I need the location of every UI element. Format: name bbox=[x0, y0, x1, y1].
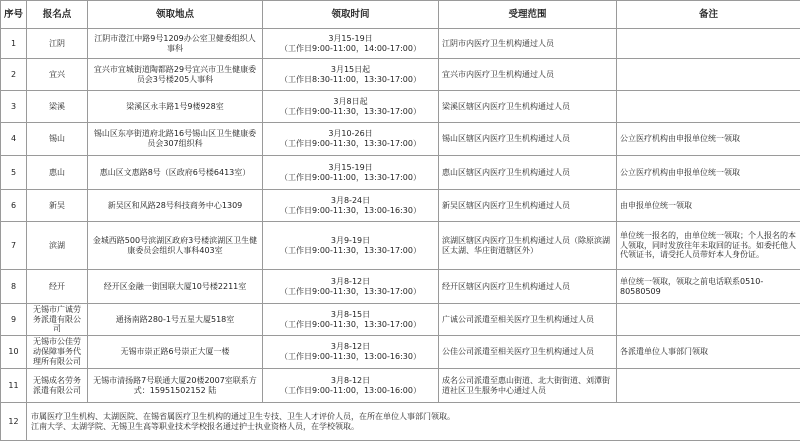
row-number: 11 bbox=[1, 369, 27, 403]
acceptance-scope: 梁溪区辖区内医疗卫生机构通过人员 bbox=[439, 91, 617, 123]
pickup-location: 金城西路500号滨湖区政府3号楼滨湖区卫生健康委员会组织人事科403室 bbox=[88, 222, 263, 270]
header-site: 报名点 bbox=[27, 1, 88, 29]
acceptance-scope: 成名公司派遣至惠山街道、北大街街道、刘潭街道社区卫生服务中心通过人员 bbox=[439, 369, 617, 403]
row-number: 2 bbox=[1, 59, 27, 91]
pickup-time bbox=[263, 190, 439, 222]
signup-site: 江阴 bbox=[27, 29, 88, 59]
acceptance-scope: 公佳公司派遣至相关医疗卫生机构通过人员 bbox=[439, 336, 617, 369]
remark bbox=[617, 369, 800, 403]
header-time: 领取时间 bbox=[263, 1, 439, 29]
acceptance-scope: 宜兴市内医疗卫生机构通过人员 bbox=[439, 59, 617, 91]
pickup-location: 锡山区东亭街道府北路16号锡山区卫生健康委员会307组织科 bbox=[88, 123, 263, 156]
remark bbox=[617, 304, 800, 336]
header-row bbox=[1, 1, 800, 29]
pickup-time bbox=[263, 222, 439, 270]
remark bbox=[617, 91, 800, 123]
pickup-time bbox=[263, 304, 439, 336]
remark: 各派遣单位人事部门领取 bbox=[617, 336, 800, 369]
table-row bbox=[1, 123, 800, 156]
row-number: 4 bbox=[1, 123, 27, 156]
footer-note-line2: 江南大学、太湖学院、无锡卫生高等职业技术学校报名通过护士执业资格人员，在学校领取。 bbox=[31, 421, 359, 431]
row-number: 9 bbox=[1, 304, 27, 336]
row-number: 3 bbox=[1, 91, 27, 123]
row-number: 7 bbox=[1, 222, 27, 270]
remark: 公立医疗机构由申报单位统一领取 bbox=[617, 123, 800, 156]
pickup-date-range: 3月8-12日 bbox=[330, 276, 371, 286]
pickup-time bbox=[263, 91, 439, 123]
pickup-date-range: 3月10-26日 bbox=[328, 129, 373, 139]
signup-site: 宜兴 bbox=[27, 59, 88, 91]
acceptance-scope: 经开区辖区内医疗卫生机构通过人员 bbox=[439, 270, 617, 304]
pickup-hours: （工作日9:00-11:30，13:30-17:00） bbox=[280, 139, 421, 148]
remark: 单位统一领取，领取之前电话联系0510-80580509 bbox=[617, 270, 800, 304]
table-row bbox=[1, 336, 800, 369]
remark: 由申报单位统一领取 bbox=[617, 190, 800, 222]
row-number: 5 bbox=[1, 156, 27, 190]
pickup-date-range: 3月8-15日 bbox=[330, 309, 371, 319]
pickup-date-range: 3月15-19日 bbox=[328, 33, 373, 43]
pickup-location: 梁溪区永丰路1号9楼928室 bbox=[88, 91, 263, 123]
header-no: 序号 bbox=[1, 1, 27, 29]
signup-site: 锡山 bbox=[27, 123, 88, 156]
pickup-location: 惠山区文惠路8号（区政府6号楼6413室） bbox=[88, 156, 263, 190]
pickup-time bbox=[263, 59, 439, 91]
pickup-location: 无锡市崇正路6号崇正大厦一楼 bbox=[88, 336, 263, 369]
signup-site: 滨湖 bbox=[27, 222, 88, 270]
pickup-hours: （工作日9:00-11:30，13:30-17:00） bbox=[280, 245, 421, 255]
footer-row-no: 12 bbox=[1, 403, 27, 441]
row-number: 8 bbox=[1, 270, 27, 304]
acceptance-scope: 广诚公司派遣至相关医疗卫生机构通过人员 bbox=[439, 304, 617, 336]
footer-note-line1: 市属医疗卫生机构、太湖医院、在锡省属医疗卫生机构的通过卫生专技、卫生人才评价人员，在所在单位人事部门领取。 bbox=[31, 411, 455, 421]
pickup-date-range: 3月15日起 bbox=[330, 64, 371, 74]
header-location: 领取地点 bbox=[88, 1, 263, 29]
signup-site: 无锡市公佳劳动保障事务代理所有限公司 bbox=[27, 336, 88, 369]
pickup-date-range: 3月8-12日 bbox=[330, 375, 371, 385]
row-number: 1 bbox=[1, 29, 27, 59]
signup-site: 无锡成名劳务派遣有限公司 bbox=[27, 369, 88, 403]
pickup-hours: （工作日8:30-11:00，13:30-17:00） bbox=[280, 74, 421, 84]
table-row bbox=[1, 222, 800, 270]
pickup-time bbox=[263, 156, 439, 190]
remark: 公立医疗机构由申报单位统一领取 bbox=[617, 156, 800, 190]
pickup-date-range: 3月15-19日 bbox=[328, 162, 373, 172]
footer-row bbox=[1, 403, 800, 441]
acceptance-scope: 滨湖区辖区内医疗卫生机构通过人员（除原滨湖区太湖、华庄街道辖区外） bbox=[439, 222, 617, 270]
pickup-location: 通扬南路280-1号五星大厦518室 bbox=[88, 304, 263, 336]
pickup-time bbox=[263, 369, 439, 403]
header-scope: 受理范围 bbox=[439, 1, 617, 29]
signup-site: 梁溪 bbox=[27, 91, 88, 123]
pickup-time bbox=[263, 123, 439, 156]
pickup-date-range: 3月8-12日 bbox=[330, 342, 371, 352]
row-number: 6 bbox=[1, 190, 27, 222]
pickup-time bbox=[263, 29, 439, 59]
table-row bbox=[1, 270, 800, 304]
remark bbox=[617, 59, 800, 91]
pickup-date-range: 3月9-19日 bbox=[330, 235, 371, 245]
remark: 单位统一报名的，由单位统一领取；个人报名的本人领取，同时发放往年未取回的证书。如委托他人代领证书，请受托人员带好本人身份证。 bbox=[617, 222, 800, 270]
table-row bbox=[1, 59, 800, 91]
pickup-location: 经开区金融一街国联大厦10号楼2211室 bbox=[88, 270, 263, 304]
pickup-hours: （工作日9:00-11:30，13:30-17:00） bbox=[280, 286, 421, 296]
pickup-hours: （工作日9:00-11:00，13:30-17:00） bbox=[280, 172, 421, 182]
footer-note bbox=[27, 403, 800, 441]
pickup-date-range: 3月8-24日 bbox=[330, 195, 371, 205]
pickup-time bbox=[263, 336, 439, 369]
signup-site: 新吴 bbox=[27, 190, 88, 222]
table-row bbox=[1, 190, 800, 222]
table-row bbox=[1, 369, 800, 403]
pickup-location: 江阴市澄江中路9号1209办公室卫健委组织人事科 bbox=[88, 29, 263, 59]
acceptance-scope: 江阴市内医疗卫生机构通过人员 bbox=[439, 29, 617, 59]
header-note: 备注 bbox=[617, 1, 800, 29]
acceptance-scope: 惠山区辖区内医疗卫生机构通过人员 bbox=[439, 156, 617, 190]
table-row bbox=[1, 29, 800, 59]
pickup-location: 宜兴市宜城街道陶都路29号宜兴市卫生健康委员会3号楼205人事科 bbox=[88, 59, 263, 91]
acceptance-scope: 新吴区辖区内医疗卫生机构通过人员 bbox=[439, 190, 617, 222]
table-row bbox=[1, 156, 800, 190]
pickup-location: 新吴区和风路28号科技商务中心1309 bbox=[88, 190, 263, 222]
pickup-hours: （工作日9:00-11:30，13:00-16:30） bbox=[280, 352, 421, 361]
pickup-hours: （工作日9:00-11:30，13:00-16:30） bbox=[280, 205, 421, 215]
remark bbox=[617, 29, 800, 59]
pickup-hours: （工作日9:00-11:30，13:30-17:00） bbox=[280, 106, 421, 116]
signup-site: 经开 bbox=[27, 270, 88, 304]
pickup-hours: （工作日9:00-11:00，14:00-17:00） bbox=[280, 43, 421, 53]
pickup-date-range: 3月8日起 bbox=[333, 96, 368, 106]
table-row bbox=[1, 91, 800, 123]
pickup-location: 无锡市清扬路7号联通大厦20楼2007室联系方式：15951502152 陆 bbox=[88, 369, 263, 403]
signup-site: 惠山 bbox=[27, 156, 88, 190]
table-row bbox=[1, 304, 800, 336]
pickup-hours: （工作日9:00-11:30，13:30-17:00） bbox=[280, 319, 421, 329]
row-number: 10 bbox=[1, 336, 27, 369]
pickup-time bbox=[263, 270, 439, 304]
acceptance-scope: 锡山区辖区内医疗卫生机构通过人员 bbox=[439, 123, 617, 156]
signup-site: 无锡市广诚劳务派遣有限公司 bbox=[27, 304, 88, 336]
pickup-hours: （工作日9:00-11:00，13:00-16:00） bbox=[280, 385, 421, 395]
